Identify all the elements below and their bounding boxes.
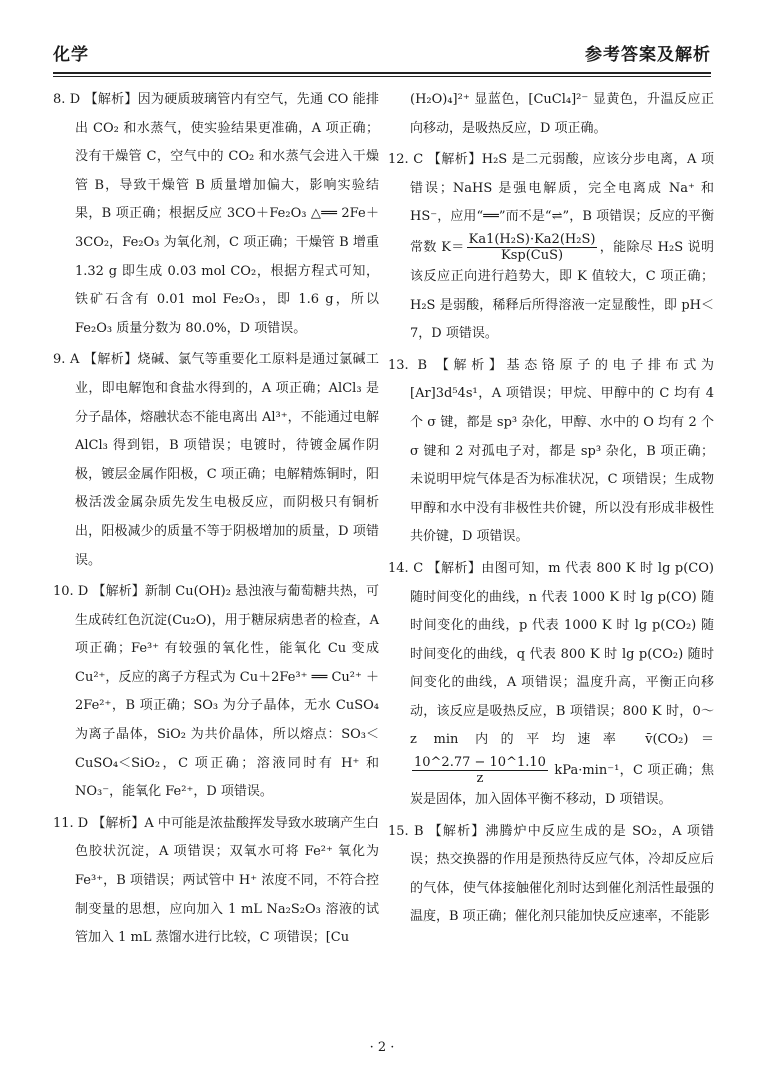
q14-text-a: 14. C 【解析】由图可知，m 代表 800 K 时 lg p(CO) 随时间变化的曲线，n 代表 1000 K 时 lg p(CO) 随时间变化的曲线，p 代表 1000 K 时 lg p(CO₂) 随时间变化的曲线，q 代表 800 K 时 lg p(CO₂) 随时间变化的曲线，A 项错误；温度升高，平衡正向移动，该反应是吸热反应，B 项错误；800 K 时，0～z min 内的平均速率 v̄(CO₂)＝ [388, 560, 714, 748]
equilibrium-constant-fraction [467, 232, 598, 263]
q8-equation-sign: △══ [310, 206, 337, 222]
fraction-denominator: Ksp(CuS) [500, 247, 564, 263]
answer-q11: 11. D 【解析】A 中可能是浓盐酸挥发导致水玻璃产生白色胶状沉淀，A 项错误；双氧水可将 Fe²⁺ 氧化为 Fe³⁺，B 项错误；两试管中 H⁺ 浓度不同，不符合控制变量的思想，应向加入 1 mL Na₂S₂O₃ 溶液的试管加入 1 mL 蒸馏水进行比较，C 项错误；[Cu [53, 815, 379, 946]
right-column [388, 86, 714, 935]
answer-q8 [53, 86, 379, 343]
answer-q15: 15. B 【解析】沸腾炉中反应生成的是 SO₂，A 项错误；热交换器的作用是预热待反应气体，冷却反应后的气体，使气体接触催化剂时达到催化剂活性最强的温度，B 项正确；催化剂只能加快反应速率，不能影 [388, 823, 714, 925]
header-rule-thin [53, 76, 711, 77]
subject-title: 化学 [53, 45, 89, 65]
page-header [53, 40, 711, 70]
fraction-numerator: 10^2.77 − 10^1.10 [414, 755, 546, 771]
q8-text-a: 8. D 【解析】因为硬质玻璃管内有空气，先通 CO 能排出 CO₂ 和水蒸气，使实验结果更准确，A 项正确；没有干燥管 C，空气中的 CO₂ 和水蒸气会进入干燥管 B，导致干燥管 B 质量增加偏大，影响实验结果，B 项正确；根据反应 3CO＋Fe₂O₃ [53, 92, 379, 222]
q8-text-b: 2Fe＋3CO₂，Fe₂O₃ 为氧化剂，C 项正确；干燥管 B 增重 1.32 g 即生成 0.03 mol CO₂，根据方程式可知，铁矿石含有 0.01 mol Fe₂O₃，即 1.6 g，所以 Fe₂O₃ 质量分数为 80.0%，D 项错误。 [75, 206, 379, 336]
rate-fraction [412, 755, 548, 786]
answer-q12 [388, 146, 714, 349]
answer-q11-continued: (H₂O)₄]²⁺ 显蓝色，[CuCl₄]²⁻ 显黄色，升温反应正向移动，是吸热反应，D 项正确。 [410, 92, 714, 136]
answer-q14 [388, 555, 714, 815]
q14-text-b: kPa·min⁻¹，C 项正确；焦炭是固体，加入固体平衡不移动，D 项错误。 [410, 763, 714, 808]
section-title: 参考答案及解析 [585, 45, 711, 65]
left-column [53, 86, 379, 956]
q12-text-a: 12. C 【解析】H₂S 是二元弱酸，应该分步电离，A 项错误；NaHS 是强电解质，完全电离成 Na⁺ 和 HS⁻，应用“══”而不是“⇌”，B 项错误；反应的平衡常数 K＝ [388, 152, 714, 255]
fraction-numerator: Ka1(H₂S)·Ka2(H₂S) [468, 231, 596, 247]
answer-q13: 13. B 【解析】基态铬原子的电子排布式为 [Ar]3d⁵4s¹，A 项错误；甲烷、甲醇中的 C 均有 4 个 σ 键，都是 sp³ 杂化，甲醇、水中的 O 均有 2 个 σ 键和 2 对孤电子对，都是 sp³ 杂化，B 项正确；未说明甲烷气体是否为标准状况，C 项错误；生成物甲醇和水中没有非极性共价键，所以没有形成非极性共价键，D 项错误。 [388, 357, 714, 545]
page-number: · 2 · [369, 1040, 395, 1055]
answer-q10: 10. D 【解析】新制 Cu(OH)₂ 悬浊液与葡萄糖共热，可生成砖红色沉淀(Cu₂O)，用于糖尿病患者的检查，A 项正确；Fe³⁺ 有较强的氧化性，能氧化 Cu 变成 Cu²⁺，反应的离子方程式为 Cu＋2Fe³⁺ ══ Cu²⁺ ＋ 2Fe²⁺，B 项正确；SO₃ 为分子晶体，无水 CuSO₄ 为离子晶体，SiO₂ 为共价晶体，所以熔点：SO₃＜CuSO₄＜SiO₂，C 项正确；溶液同时有 H⁺ 和 NO₃⁻，能氧化 Fe²⁺，D 项错误。 [53, 584, 379, 800]
answer-q9: 9. A 【解析】烧碱、氯气等重要化工原料是通过氯碱工业，即电解饱和食盐水得到的，A 项正确；AlCl₃ 是分子晶体，熔融状态不能电离出 Al³⁺，不能通过电解 AlCl₃ 得到铝，B 项错误；电镀时，待镀金属作阴极，镀层金属作阳极，C 项正确；电解精炼铜时，阳极活泼金属杂质先发生电极反应，而阴极只有铜析出，阳极减少的质量不等于阴极增加的质量，D 项错误。 [53, 352, 379, 568]
q12-text-b: ，能除尽 H₂S 说明该反应正向进行趋势大，即 K 值较大，C 项正确；H₂S 是弱酸，稀释后所得溶液一定显酸性，即 pH＜7，D 项错误。 [410, 239, 714, 342]
header-rule-thick [53, 72, 711, 74]
fraction-denominator: z [476, 771, 484, 787]
